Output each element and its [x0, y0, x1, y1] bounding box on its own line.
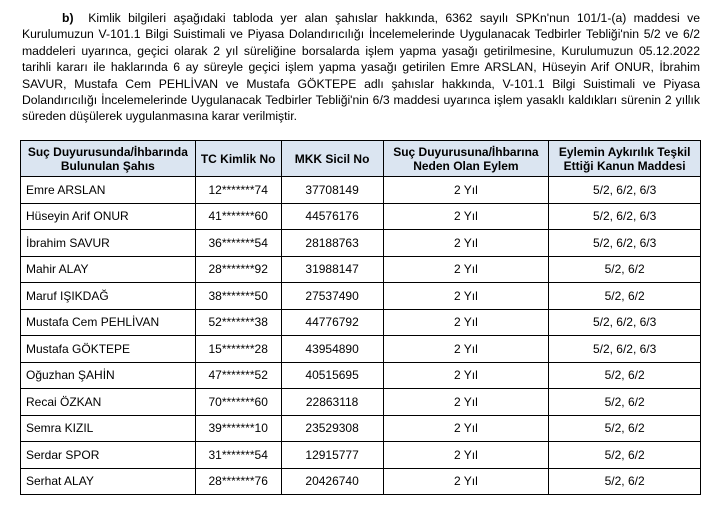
table-row	[21, 256, 701, 283]
header-person: Suç Duyurusunda/İhbarında Bulunulan Şahıs	[21, 141, 196, 177]
cell-tc-no: 41*******60	[195, 203, 281, 230]
cell-tc-no: 70*******60	[195, 389, 281, 416]
cell-person-name: Serdar SPOR	[21, 442, 196, 469]
cell-law-article: 5/2, 6/2, 6/3	[549, 177, 701, 204]
cell-person-name: Mustafa GÖKTEPE	[21, 336, 196, 363]
cell-action: 2 Yıl	[383, 256, 549, 283]
cell-person-name: Semra KIZIL	[21, 415, 196, 442]
cell-law-article: 5/2, 6/2	[549, 415, 701, 442]
cell-tc-no: 28*******92	[195, 256, 281, 283]
table-row	[21, 468, 701, 495]
cell-person-name: Mahir ALAY	[21, 256, 196, 283]
cell-action: 2 Yıl	[383, 309, 549, 336]
header-action: Suç Duyurusuna/İhbarına Neden Olan Eylem	[383, 141, 549, 177]
table-row	[21, 362, 701, 389]
cell-mkk-no: 44776792	[281, 309, 383, 336]
header-mkk-no: MKK Sicil No	[281, 141, 383, 177]
cell-person-name: Oğuzhan ŞAHİN	[21, 362, 196, 389]
header-law-article: Eylemin Aykırılık Teşkil Ettiği Kanun Maddesi	[549, 141, 701, 177]
cell-person-name: Emre ARSLAN	[21, 177, 196, 204]
cell-law-article: 5/2, 6/2	[549, 468, 701, 495]
cell-action: 2 Yıl	[383, 177, 549, 204]
cell-mkk-no: 28188763	[281, 230, 383, 257]
cell-mkk-no: 12915777	[281, 442, 383, 469]
cell-action: 2 Yıl	[383, 442, 549, 469]
cell-law-article: 5/2, 6/2	[549, 389, 701, 416]
cell-law-article: 5/2, 6/2, 6/3	[549, 309, 701, 336]
cell-tc-no: 52*******38	[195, 309, 281, 336]
cell-law-article: 5/2, 6/2	[549, 442, 701, 469]
cell-action: 2 Yıl	[383, 389, 549, 416]
cell-action: 2 Yıl	[383, 336, 549, 363]
cell-law-article: 5/2, 6/2, 6/3	[549, 203, 701, 230]
cell-tc-no: 15*******28	[195, 336, 281, 363]
cell-tc-no: 39*******10	[195, 415, 281, 442]
cell-mkk-no: 20426740	[281, 468, 383, 495]
cell-mkk-no: 43954890	[281, 336, 383, 363]
cell-tc-no: 38*******50	[195, 283, 281, 310]
cell-law-article: 5/2, 6/2	[549, 283, 701, 310]
table-row	[21, 203, 701, 230]
paragraph-label: b)	[62, 11, 74, 25]
cell-person-name: Hüseyin Arif ONUR	[21, 203, 196, 230]
cell-tc-no: 12*******74	[195, 177, 281, 204]
decision-paragraph	[22, 10, 700, 125]
table-row	[21, 283, 701, 310]
cell-person-name: Mustafa Cem PEHLİVAN	[21, 309, 196, 336]
cell-law-article: 5/2, 6/2	[549, 362, 701, 389]
cell-tc-no: 28*******76	[195, 468, 281, 495]
table-row	[21, 309, 701, 336]
cell-mkk-no: 31988147	[281, 256, 383, 283]
table-row	[21, 336, 701, 363]
cell-action: 2 Yıl	[383, 468, 549, 495]
table-row	[21, 177, 701, 204]
cell-person-name: İbrahim SAVUR	[21, 230, 196, 257]
table-row	[21, 389, 701, 416]
table-row	[21, 230, 701, 257]
cell-law-article: 5/2, 6/2, 6/3	[549, 336, 701, 363]
cell-action: 2 Yıl	[383, 203, 549, 230]
header-tc-no: TC Kimlik No	[195, 141, 281, 177]
cell-action: 2 Yıl	[383, 415, 549, 442]
paragraph-text: Kimlik bilgileri aşağıdaki tabloda yer alan şahıslar hakkında, 6362 sayılı SPKn'nun 101/1-(a) maddesi ve Kurulumuzun V-101.1 Bilgi Suistimali ve Piyasa Dolandırıcılığı İncelemelerinde Uygulanacak Tedbirler Tebliği'nin 5/2 ve 6/2 maddeleri uyarınca, geçici olarak 2 yıl süreliğine borsalarda işlem yapma yasağı getirilmesine, Kurulumuzun 05.12.2022 tarihli kararı ile haklarında 6 ay süreyle geçici işlem yapma yasağı getirilen Emre ARSLAN, Hüseyin Arif ONUR, İbrahim SAVUR, Mustafa Cem PEHLİVAN ve Mustafa GÖKTEPE adlı şahıslar hakkında, V-101.1 Bilgi Suistimali ve Piyasa Dolandırıcılığı İncelemelerinde Uygulanacak Tedbirler Tebliği'nin 6/3 maddesi uyarınca işlem yasaklı kaldıkları sürenin 2 yıllık süreden düşülerek uygulanmasına karar verilmiştir.	[22, 11, 700, 124]
cell-mkk-no: 23529308	[281, 415, 383, 442]
cell-tc-no: 36*******54	[195, 230, 281, 257]
cell-person-name: Recai ÖZKAN	[21, 389, 196, 416]
cell-tc-no: 31*******54	[195, 442, 281, 469]
cell-mkk-no: 27537490	[281, 283, 383, 310]
table-header-row	[21, 141, 701, 177]
cell-action: 2 Yıl	[383, 230, 549, 257]
cell-mkk-no: 40515695	[281, 362, 383, 389]
cell-mkk-no: 37708149	[281, 177, 383, 204]
cell-action: 2 Yıl	[383, 362, 549, 389]
cell-mkk-no: 22863118	[281, 389, 383, 416]
cell-person-name: Serhat ALAY	[21, 468, 196, 495]
table-row	[21, 442, 701, 469]
cell-tc-no: 47*******52	[195, 362, 281, 389]
cell-mkk-no: 44576176	[281, 203, 383, 230]
cell-action: 2 Yıl	[383, 283, 549, 310]
cell-law-article: 5/2, 6/2	[549, 256, 701, 283]
cell-law-article: 5/2, 6/2, 6/3	[549, 230, 701, 257]
sanctioned-persons-table	[20, 140, 701, 495]
table-row	[21, 415, 701, 442]
cell-person-name: Maruf IŞIKDAĞ	[21, 283, 196, 310]
